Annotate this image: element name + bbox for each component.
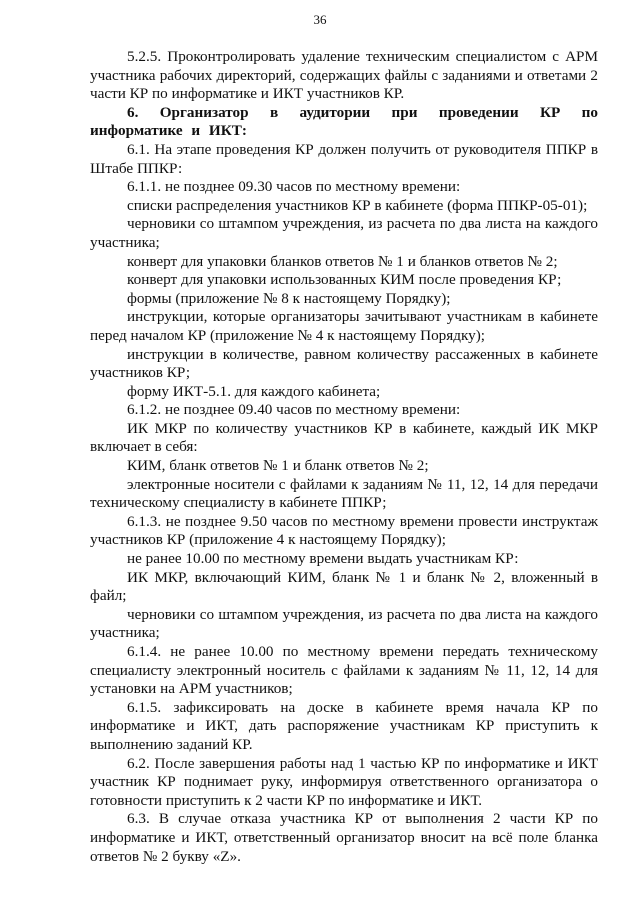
document-body: [90, 48, 598, 866]
list-item: черновики со штампом учреждения, из расчета по два листа на каждого участника;: [90, 215, 598, 251]
paragraph-6-2: 6.2. После завершения работы над 1 частью КР по информатике и ИКТ участник КР поднимает руку, информируя ответственного организатора о готовности приступить к 2 части КР по информатике и ИКТ.: [90, 754, 598, 809]
paragraph-6-1-3: 6.1.3. не позднее 9.50 часов по местному времени провести инструктаж участников КР (приложение 4 к настоящему Порядку);: [90, 512, 598, 549]
paragraph-6-1-5: 6.1.5. зафиксировать на доске в кабинете время начала КР по информатике и ИКТ, дать распоряжение участникам КР приступить к выполнению заданий КР.: [90, 698, 598, 753]
list-item: не ранее 10.00 по местному времени выдать участникам КР:: [127, 550, 519, 568]
list-item: формы (приложение № 8 к настоящему Порядку);: [127, 289, 451, 307]
list-item: списки распределения участников КР в кабинете (форма ППКР-05-01);: [127, 196, 588, 214]
paragraph-6-1-2: 6.1.2. не позднее 09.40 часов по местному времени:: [127, 401, 461, 419]
paragraph-6-1-1: 6.1.1. не позднее 09.30 часов по местному времени:: [127, 178, 461, 196]
list-item: электронные носители с файлами к заданиям № 11, 12, 14 для передачи техническому специалисту в кабинете ППКР;: [90, 475, 598, 512]
paragraph-6-1: 6.1. На этапе проведения КР должен получить от руководителя ППКР в Штабе ППКР:: [90, 140, 598, 177]
list-item: ИК МКР, включающий КИМ, бланк № 1 и бланк № 2, вложенный в файл;: [90, 568, 598, 605]
list-item: ИК МКР по количеству участников КР в кабинете, каждый ИК МКР включает в себя:: [90, 419, 598, 456]
list-item: черновики со штампом учреждения, из расчета по два листа на каждого участника;: [90, 605, 598, 642]
paragraph-5-2-5: 5.2.5. Проконтролировать удаление техническим специалистом с АРМ участника рабочих директорий, содержащих файлы с заданиями и ответами 2 части КР по информатике и ИКТ участников КР.: [90, 48, 598, 103]
paragraph-6-3: 6.3. В случае отказа участника КР от выполнения 2 части КР по информатике и ИКТ, ответственный организатор вносит на всё поле бланка ответов № 2 букву «Z».: [90, 810, 598, 865]
list-item: конверт для упаковки бланков ответов № 1 и бланков ответов № 2;: [127, 252, 558, 270]
list-item: инструкции в количестве, равном количеству рассаженных в кабинете участников КР;: [90, 345, 598, 382]
page-number: 36: [313, 12, 327, 27]
list-item: конверт для упаковки использованных КИМ после проведения КР;: [127, 271, 562, 289]
list-item: инструкции, которые организаторы зачитывают участникам в кабинете перед началом КР (приложение № 4 к настоящему Порядку);: [90, 308, 598, 344]
section-heading-6: 6. Организатор в аудитории при проведении КР по информатике и ИКТ:: [90, 103, 598, 140]
list-item: форму ИКТ-5.1. для каждого кабинета;: [127, 382, 381, 400]
list-item: КИМ, бланк ответов № 1 и бланк ответов № 2;: [127, 457, 429, 475]
paragraph-6-1-4: 6.1.4. не ранее 10.00 по местному времени передать техническому специалисту электронный носитель с файлами к заданиям № 11, 12, 14 для установки на АРМ участников;: [90, 643, 598, 698]
